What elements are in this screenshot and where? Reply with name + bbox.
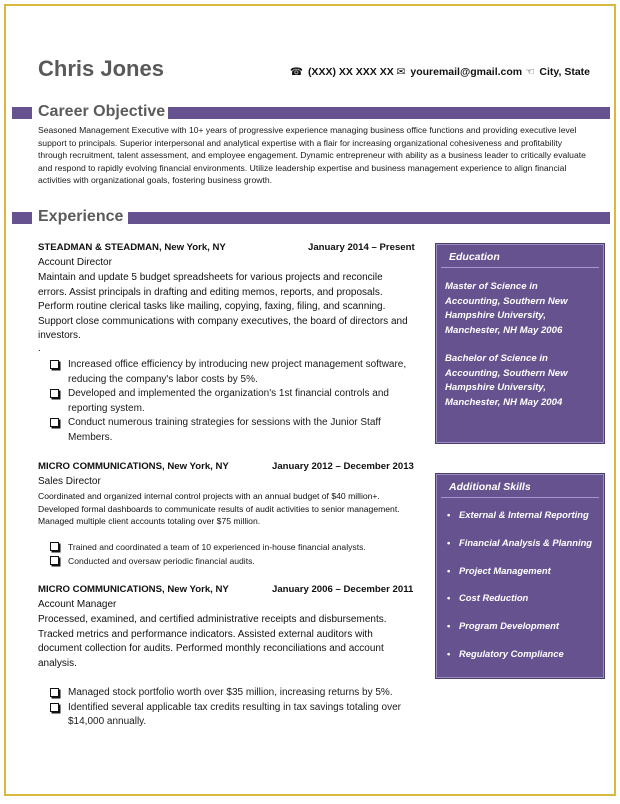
education-panel [436, 244, 604, 443]
job-description: Maintain and update 5 budget spreadsheets for various projects and reconcile errors. Assist principals in drafting and editing memos, reports, and proposals. Perform routine clerical tasks like mailing, copying, faxing, filing, and scanning. Support close communications with company executives, the board of directors and investors. [38, 272, 408, 341]
job-dates: January 2012 – December 2013 [272, 461, 414, 472]
skills-list [437, 508, 603, 660]
job-achievements [50, 686, 410, 730]
job-title: Account Manager [38, 599, 117, 610]
skills-title: Additional Skills [441, 475, 599, 498]
location: City, State [539, 66, 590, 78]
job-dates: January 2014 – Present [308, 242, 415, 253]
envelope-icon: ✉ [396, 66, 406, 78]
list-item: Trained and coordinated a team of 10 experienced in-house financial analysts. [50, 541, 410, 555]
list-item: Increased office efficiency by introducing new project management software, reducing the company's labor costs by 5%. [50, 358, 410, 387]
job-separator: . [38, 343, 41, 354]
heading-rule-bar [128, 212, 610, 224]
career-objective-text: Seasoned Management Executive with 10+ years of progressive experience managing business office functions and providing executive level support to principals. Superior interpersonal and analytical expertise with a flair for increasing organizational cohesiveness and profitability through recruitment, talent assessment, and employee engagement. Dynamic entrepreneur with ability as a business leader to critically evaluate and respond to rapidly evolving financial environments. Utilize leadership expertise and business management experience to align financial activities with organizational goals, fostering business growth. [38, 125, 586, 186]
list-item: Conducted and oversaw periodic financial audits. [50, 555, 410, 569]
checkbox-icon [50, 360, 59, 369]
skills-panel [436, 474, 604, 678]
job-company: MICRO COMMUNICATIONS, New York, NY [38, 584, 229, 595]
job-company: STEADMAN & STEADMAN, New York, NY [38, 242, 226, 253]
heading-rule-bar [168, 107, 610, 119]
job-description: Processed, examined, and certified administrative receipts and disbursements. Tracked metrics and performance indicators. Assisted external auditors with document collection for audits. Performed monthly reconciliations and account analysis. [38, 614, 387, 669]
phone-icon: ☎ [289, 66, 304, 78]
bullet-icon: • [447, 536, 451, 548]
checkbox-icon [50, 418, 59, 427]
heading-accent-bar [12, 212, 32, 224]
list-item: • Regulatory Compliance [447, 647, 564, 659]
bullet-icon: • [447, 509, 451, 520]
job-achievements [50, 358, 410, 445]
job-title: Account Director [38, 257, 112, 268]
checkbox-icon [50, 703, 59, 712]
job-dates: January 2006 – December 2011 [272, 584, 414, 595]
contact-line [290, 66, 590, 78]
list-item: • Cost Reduction [447, 592, 529, 604]
list-item: • Project Management [447, 564, 551, 576]
job-company: MICRO COMMUNICATIONS, New York, NY [38, 461, 229, 472]
checkbox-icon [50, 389, 59, 398]
list-item: • Financial Analysis & Planning [447, 536, 593, 548]
education-title: Education [441, 245, 599, 268]
career-objective-heading [12, 101, 610, 123]
candidate-name: Chris Jones [38, 56, 164, 81]
checkbox-icon [50, 542, 59, 551]
list-item: • External & Internal Reporting [447, 509, 589, 520]
resume-page [4, 4, 616, 796]
bullet-icon: • [447, 647, 451, 659]
checkbox-icon [50, 688, 59, 697]
experience-title: Experience [38, 206, 127, 228]
checkbox-icon [50, 556, 59, 565]
bullet-icon: • [447, 564, 451, 576]
education-entry: Bachelor of Science in Accounting, Southern New Hampshire University, Manchester, NH May 2004 [445, 353, 568, 408]
email-address[interactable]: youremail@gmail.com [410, 66, 523, 78]
list-item: • Program Development [447, 620, 560, 632]
list-item: Developed and implemented the organization's 1st financial controls and reporting system. [50, 387, 410, 416]
education-entry: Master of Science in Accounting, Southern New Hampshire University, Manchester, NH May 2006 [445, 281, 568, 336]
career-objective-title: Career Objective [38, 101, 169, 123]
pointing-hand-icon: ☜ [525, 66, 535, 78]
heading-accent-bar [12, 107, 32, 119]
experience-heading [12, 206, 610, 228]
job-title: Sales Director [38, 476, 101, 487]
job-description: Coordinated and organized internal control projects with an annual budget of $40 million+. Developed formal dashboards to communicate results of audit activities to senior management. Managed multiple client accounts totaling over $75 million. [38, 491, 400, 526]
phone-number: (XXX) XX XXX XX [307, 66, 394, 78]
list-item: Conduct numerous training strategies for sessions with the Junior Staff Members. [50, 416, 410, 445]
list-item: Identified several applicable tax credits resulting in tax savings totaling over $14,000 annually. [50, 701, 410, 730]
job-achievements [50, 541, 410, 568]
bullet-icon: • [447, 620, 451, 632]
bullet-icon: • [447, 592, 451, 604]
list-item: Managed stock portfolio worth over $35 million, increasing returns by 5%. [50, 686, 410, 701]
